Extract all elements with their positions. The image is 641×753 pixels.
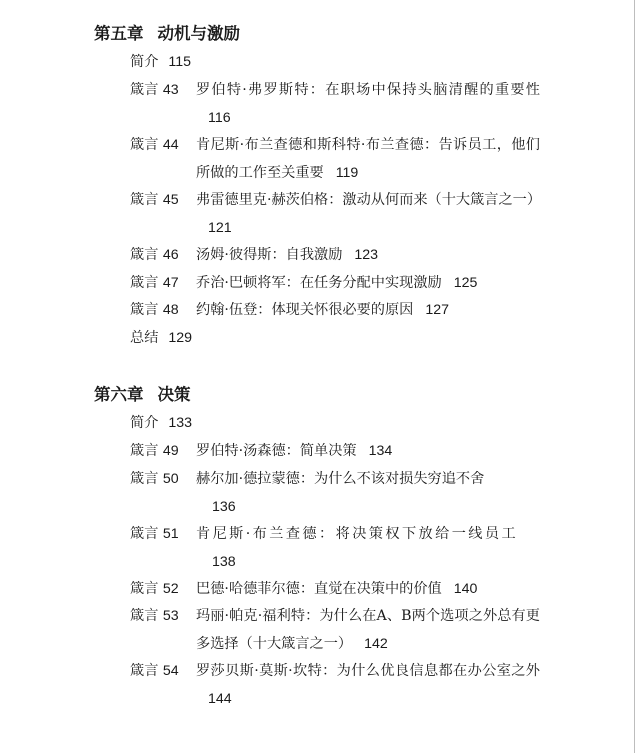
chapter-6-intro[interactable]: 简介 133 [130,415,193,431]
chapter-6-title: 第六章 决策 [94,385,191,404]
maxim-45[interactable]: 箴言 45 弗雷德里克·赫茨伯格：激动从何而来（十大箴言之一）121 [130,192,542,236]
maxim-47[interactable]: 箴言 47 乔治·巴顿将军：在任务分配中实现激励 125 [130,275,478,291]
chapter-5-title: 第五章 动机与激励 [94,24,240,43]
maxim-50[interactable]: 箴言 50 赫尔加·德拉蒙德：为什么不该对损失穷追不舍 136 [130,471,485,515]
maxim-53[interactable]: 箴言 53 玛丽·帕克·福利特：为什么在A、B两个选项之外总有更多选择（十大箴言之一） 142 [130,608,540,652]
chapter-5-summary[interactable]: 总结 129 [130,330,193,346]
maxim-46[interactable]: 箴言 46 汤姆·彼得斯：自我激励 123 [130,247,379,263]
maxim-51[interactable]: 箴言 51 肯尼斯·布兰查德：将决策权下放给一线员工 138 [130,526,519,570]
maxim-43[interactable]: 箴言 43 罗伯特·弗罗斯特：在职场中保持头脑清醒的重要性116 [130,82,540,126]
maxim-48[interactable]: 箴言 48 约翰·伍登：体现关怀很必要的原因 127 [130,302,449,318]
maxim-49[interactable]: 箴言 49 罗伯特·汤森德：简单决策 134 [130,443,393,459]
maxim-52[interactable]: 箴言 52 巴德·哈德菲尔德：直觉在决策中的价值 140 [130,581,478,597]
chapter-5-intro[interactable]: 简介 115 [130,54,192,70]
maxim-54[interactable]: 箴言 54 罗莎贝斯·莫斯·坎特：为什么优良信息都在办公室之外144 [130,663,540,707]
page-edge [634,0,635,753]
maxim-44[interactable]: 箴言 44 肯尼斯·布兰查德和斯科特·布兰查德：告诉员工，他们所做的工作至关重要 119 [130,137,540,181]
